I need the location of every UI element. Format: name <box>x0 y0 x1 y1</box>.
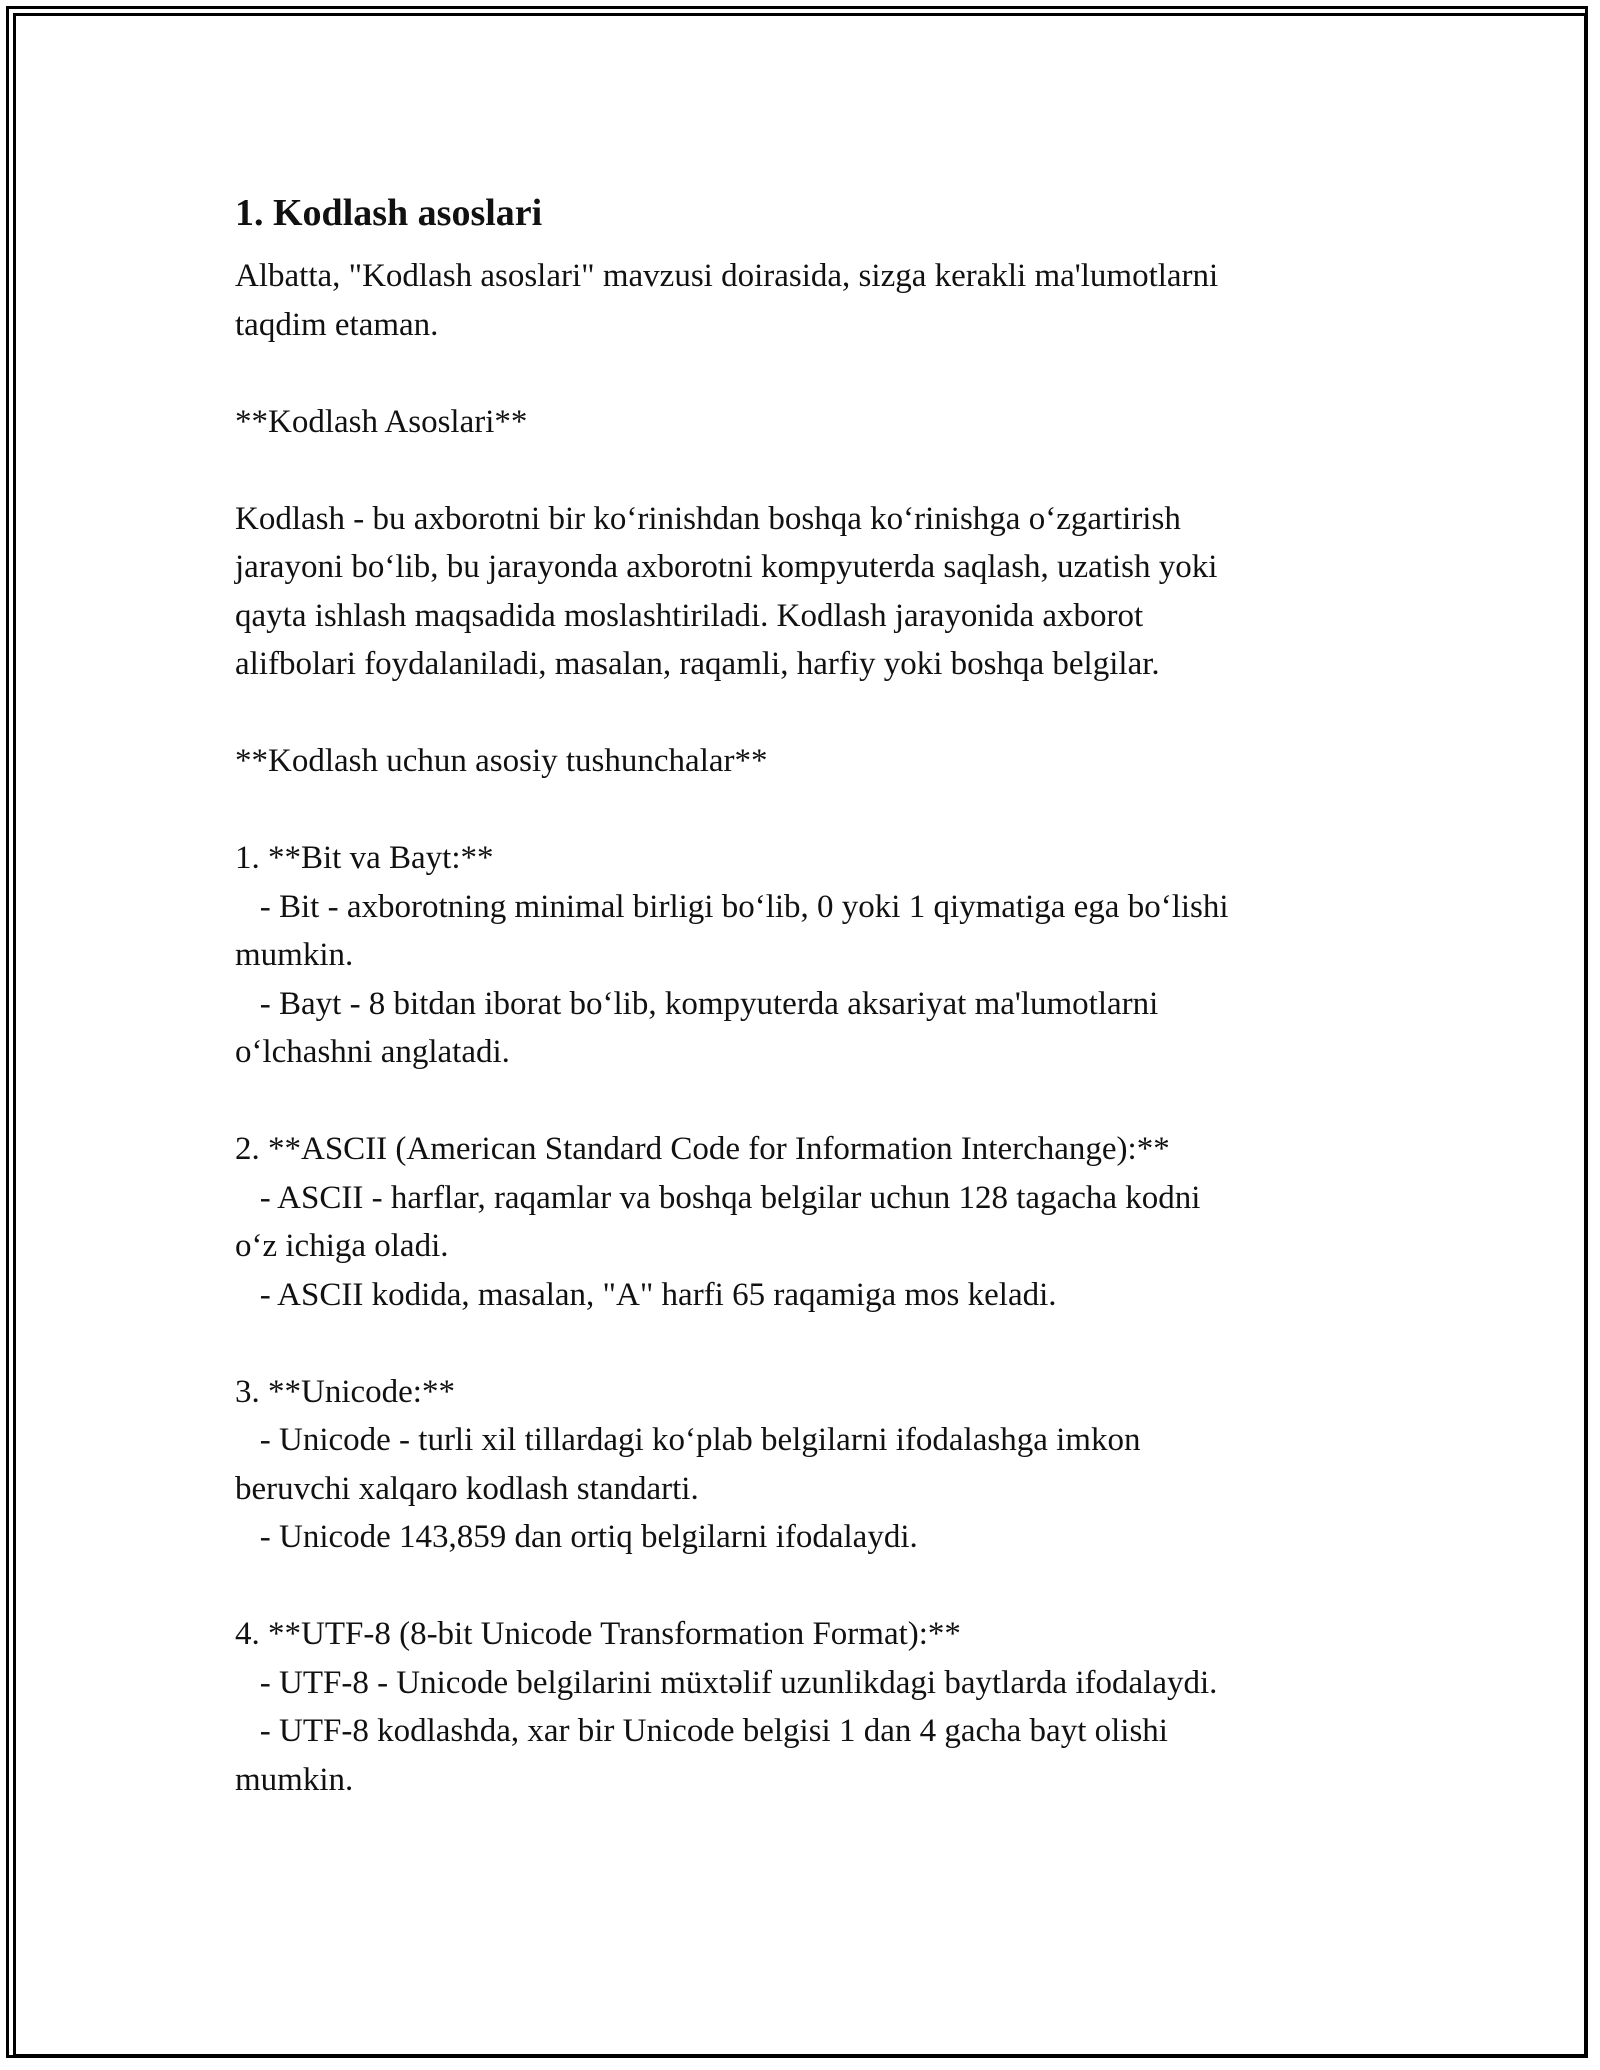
spacer <box>235 349 1365 398</box>
definition-line: jarayoni bo‘lib, bu jarayonda axborotni kompyuterda saqlash, uzatish yoki <box>235 549 1218 585</box>
section-line: - ASCII - harflar, raqamlar va boshqa belgilar uchun 128 tagacha kodni <box>235 1179 1201 1216</box>
section-line: - Bayt - 8 bitdan iborat bo‘lib, kompyuterda aksariyat ma'lumotlarni <box>235 985 1159 1022</box>
section-line: - Bit - axborotning minimal birligi bo‘lib, 0 yoki 1 qiymatiga ega bo‘lishi <box>235 888 1229 925</box>
definition-line: alifbolari foydalaniladi, masalan, raqamli, harfiy yoki boshqa belgilar. <box>235 646 1160 682</box>
section-line: - UTF-8 kodlashda, xar bir Unicode belgisi 1 dan 4 gacha bayt olishi <box>235 1713 1168 1749</box>
section-title-unicode: 3. **Unicode:** <box>235 1373 455 1410</box>
document-body <box>235 184 1365 1804</box>
section-line: mumkin. <box>235 937 354 973</box>
section-line: - UTF-8 - Unicode belgilarini müxtəlif uzunlikdagi baytlarda ifodalaydi. <box>235 1664 1218 1701</box>
section-line: o‘lchashni anglatadi. <box>235 1034 510 1070</box>
spacer <box>235 1562 1365 1611</box>
section-line: o‘z ichiga oladi. <box>235 1228 449 1264</box>
spacer <box>235 446 1365 495</box>
section-title-bit-bayt: 1. **Bit va Bayt:** <box>235 840 494 876</box>
section-title-ascii: 2. **ASCII (American Standard Code for Information Interchange):** <box>235 1131 1170 1167</box>
definition-line: qayta ishlash maqsadida moslashtiriladi. Kodlash jarayonida axborot <box>235 597 1144 634</box>
definition-line: Kodlash - bu axborotni bir ko‘rinishdan boshqa ko‘rinishga o‘zgartirish <box>235 500 1181 537</box>
subtitle: **Kodlash Asoslari** <box>235 403 528 440</box>
spacer <box>235 786 1365 835</box>
section-line: - ASCII kodida, masalan, "A" harfi 65 raqamiga mos keladi. <box>235 1276 1057 1313</box>
section-line: mumkin. <box>235 1761 354 1798</box>
intro-line: Albatta, "Kodlash asoslari" mavzusi doirasida, sizga kerakli ma'lumotlarni <box>235 258 1219 294</box>
section-line: - Unicode 143,859 dan ortiq belgilarni ifodalaydi. <box>235 1519 918 1555</box>
spacer <box>235 689 1365 738</box>
section-line: - Unicode - turli xil tillardagi ko‘plab belgilarni ifodalashga imkon <box>235 1422 1141 1458</box>
intro-line: taqdim etaman. <box>235 306 439 343</box>
document-heading: 1. Kodlash asoslari <box>235 192 543 234</box>
concepts-heading: **Kodlash uchun asosiy tushunchalar** <box>235 743 768 779</box>
section-title-utf8: 4. **UTF-8 (8-bit Unicode Transformation Format):** <box>235 1616 961 1652</box>
spacer <box>235 1077 1365 1126</box>
section-line: beruvchi xalqaro kodlash standarti. <box>235 1470 699 1507</box>
spacer <box>235 1319 1365 1368</box>
